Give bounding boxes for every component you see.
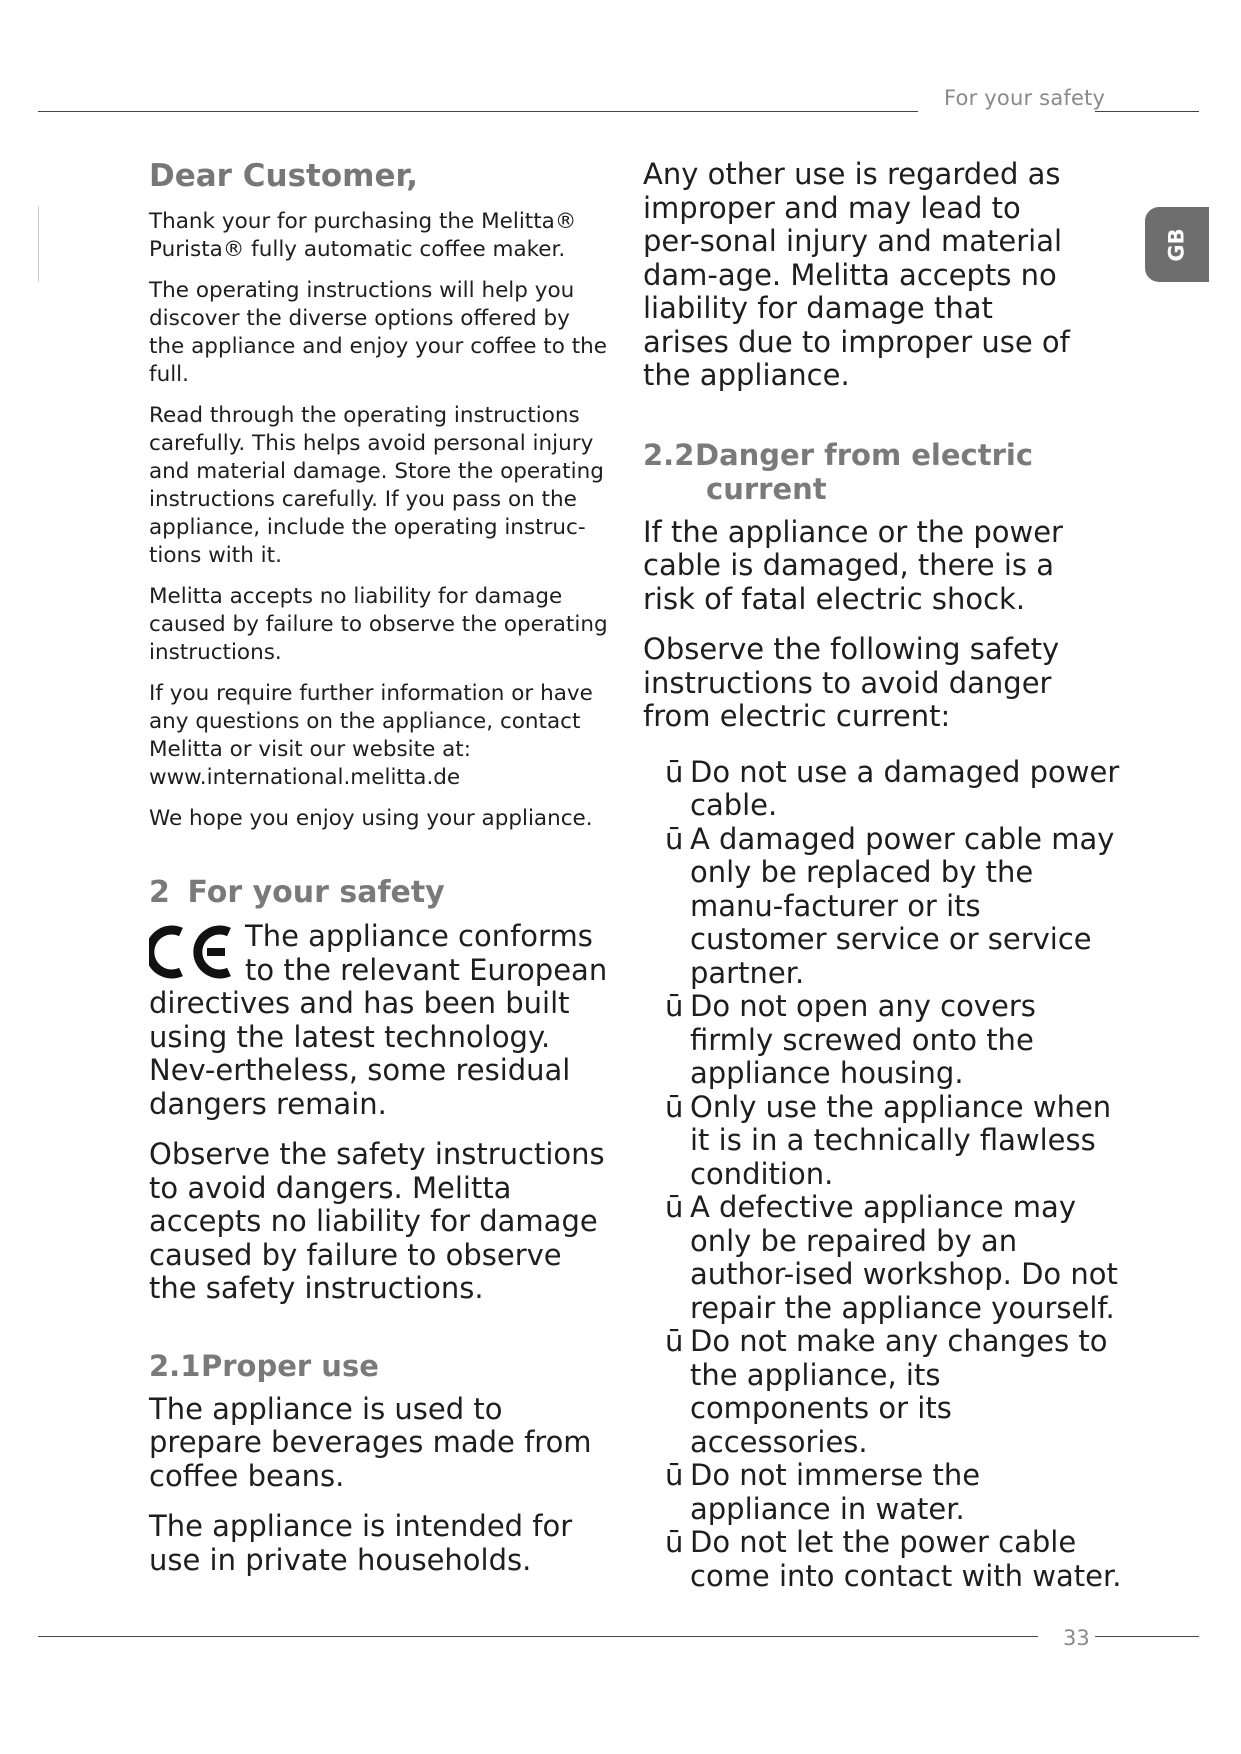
list-item <box>665 1526 1123 1593</box>
proper-use-paragraph-1: The appliance is used to prepare beverages made from coffee beans. <box>149 1391 592 1493</box>
intro-paragraph-3: Read through the operating instructions carefully. This helps avoid personal injury and material damage. Store the operating instructions carefully. If you pass on the appliance, include the operating instruc-tions with it. <box>149 403 604 568</box>
bullet-text: Do not make any changes to the appliance, its components or its accessories. <box>690 1324 1108 1459</box>
margin-mark <box>38 206 39 282</box>
proper-use-paragraph-2: The appliance is intended for use in private households. <box>149 1509 573 1577</box>
bullet-marker: ū <box>665 989 684 1023</box>
bullet-marker: ū <box>665 1458 684 1492</box>
section-2-number: 2 <box>149 875 170 910</box>
bullet-text: Only use the appliance when it is in a technically flawless condition. <box>690 1089 1112 1191</box>
list-item <box>665 1091 1123 1192</box>
list-item <box>665 1325 1123 1459</box>
list-item <box>665 1191 1123 1325</box>
intro-paragraph-2: The operating instructions will help you discover the diverse options offered by the appliance and enjoy your coffee to the full. <box>149 278 607 387</box>
bullet-marker: ū <box>665 1324 684 1358</box>
list-item <box>665 823 1123 991</box>
safety-bullet-list <box>643 756 1123 1594</box>
section-2-1-number: 2.1 <box>149 1348 201 1383</box>
intro-paragraph-5: If you require further information or have any questions on the appliance, contact Melitta or visit our website at: www.international.melitta.de <box>149 681 593 790</box>
intro-paragraph-1: Thank your for purchasing the Melitta® Purista® fully automatic coffee maker. <box>149 209 584 262</box>
bullet-marker: ū <box>665 1089 684 1124</box>
section-2-2-title-line2: current <box>706 471 827 506</box>
section-2-1-title: Proper use <box>201 1348 379 1383</box>
bullet-marker: ū <box>665 1525 684 1559</box>
bullet-text: Do not use a damaged power cable. <box>690 754 1120 822</box>
intro-paragraph-6: We hope you enjoy using your appliance. <box>149 806 593 831</box>
ce-mark-icon <box>149 924 237 980</box>
bullet-marker: ū <box>665 754 684 789</box>
section-2-2-title-line1: Danger from electric <box>695 437 1034 472</box>
electric-paragraph-2: Observe the following safety instructions to avoid danger from electric current: <box>643 632 1060 733</box>
section-2-2-number: 2.2 <box>643 437 695 472</box>
greeting: Dear Customer, <box>149 158 418 194</box>
intro-paragraph-4: Melitta accepts no liability for damage caused by failure to observe the operating instructions. <box>149 584 608 665</box>
electric-paragraph-1: If the appliance or the power cable is damaged, there is a risk of fatal electric shock. <box>643 514 1063 616</box>
section-2-heading <box>149 876 609 910</box>
list-item <box>665 990 1123 1091</box>
section-2-2-heading <box>643 438 1123 506</box>
ce-paragraph: The appliance conforms to the relevant European directives and has been built using the latest technology. Nev-ertheless, some residual dangers remain. <box>149 919 608 1121</box>
bullet-text: Do not immerse the appliance in water. <box>690 1458 981 1526</box>
language-tab-label: GB <box>1165 227 1189 262</box>
bullet-marker: ū <box>665 1190 684 1224</box>
list-item <box>665 1459 1123 1526</box>
footer-rule-left <box>38 1636 1038 1637</box>
safety-paragraph: Observe the safety instructions to avoid dangers. Melitta accepts no liability for damage caused by failure to observe the safety instructions. <box>149 1137 605 1305</box>
footer-rule-right <box>1095 1636 1199 1637</box>
improper-use-paragraph: Any other use is regarded as improper and may lead to per-sonal injury and material dam-age. Melitta accepts no liability for damage that arises due to improper use of the appliance. <box>643 157 1070 392</box>
running-header: For your safety <box>944 86 1106 110</box>
bullet-marker: ū <box>665 821 684 856</box>
bullet-text: Do not let the power cable come into contact with water. <box>690 1525 1122 1593</box>
bullet-text: Do not open any covers firmly screwed onto the appliance housing. <box>690 989 1036 1090</box>
bullet-text: A defective appliance may only be repaired by an author-ised workshop. Do not repair the appliance yourself. <box>690 1190 1118 1325</box>
section-2-1-heading <box>149 1349 609 1383</box>
ce-conformity-block <box>149 920 609 1121</box>
language-tab <box>1145 207 1209 282</box>
right-column <box>643 158 1123 1593</box>
header-rule-right <box>1095 111 1199 112</box>
left-column <box>149 158 609 1594</box>
header-rule-left <box>38 111 918 112</box>
bullet-text: A damaged power cable may only be replaced by the manu-facturer or its customer service or service partner. <box>690 821 1115 990</box>
page-number: 33 <box>1063 1626 1090 1650</box>
list-item <box>665 756 1123 823</box>
section-2-title: For your safety <box>187 875 445 910</box>
